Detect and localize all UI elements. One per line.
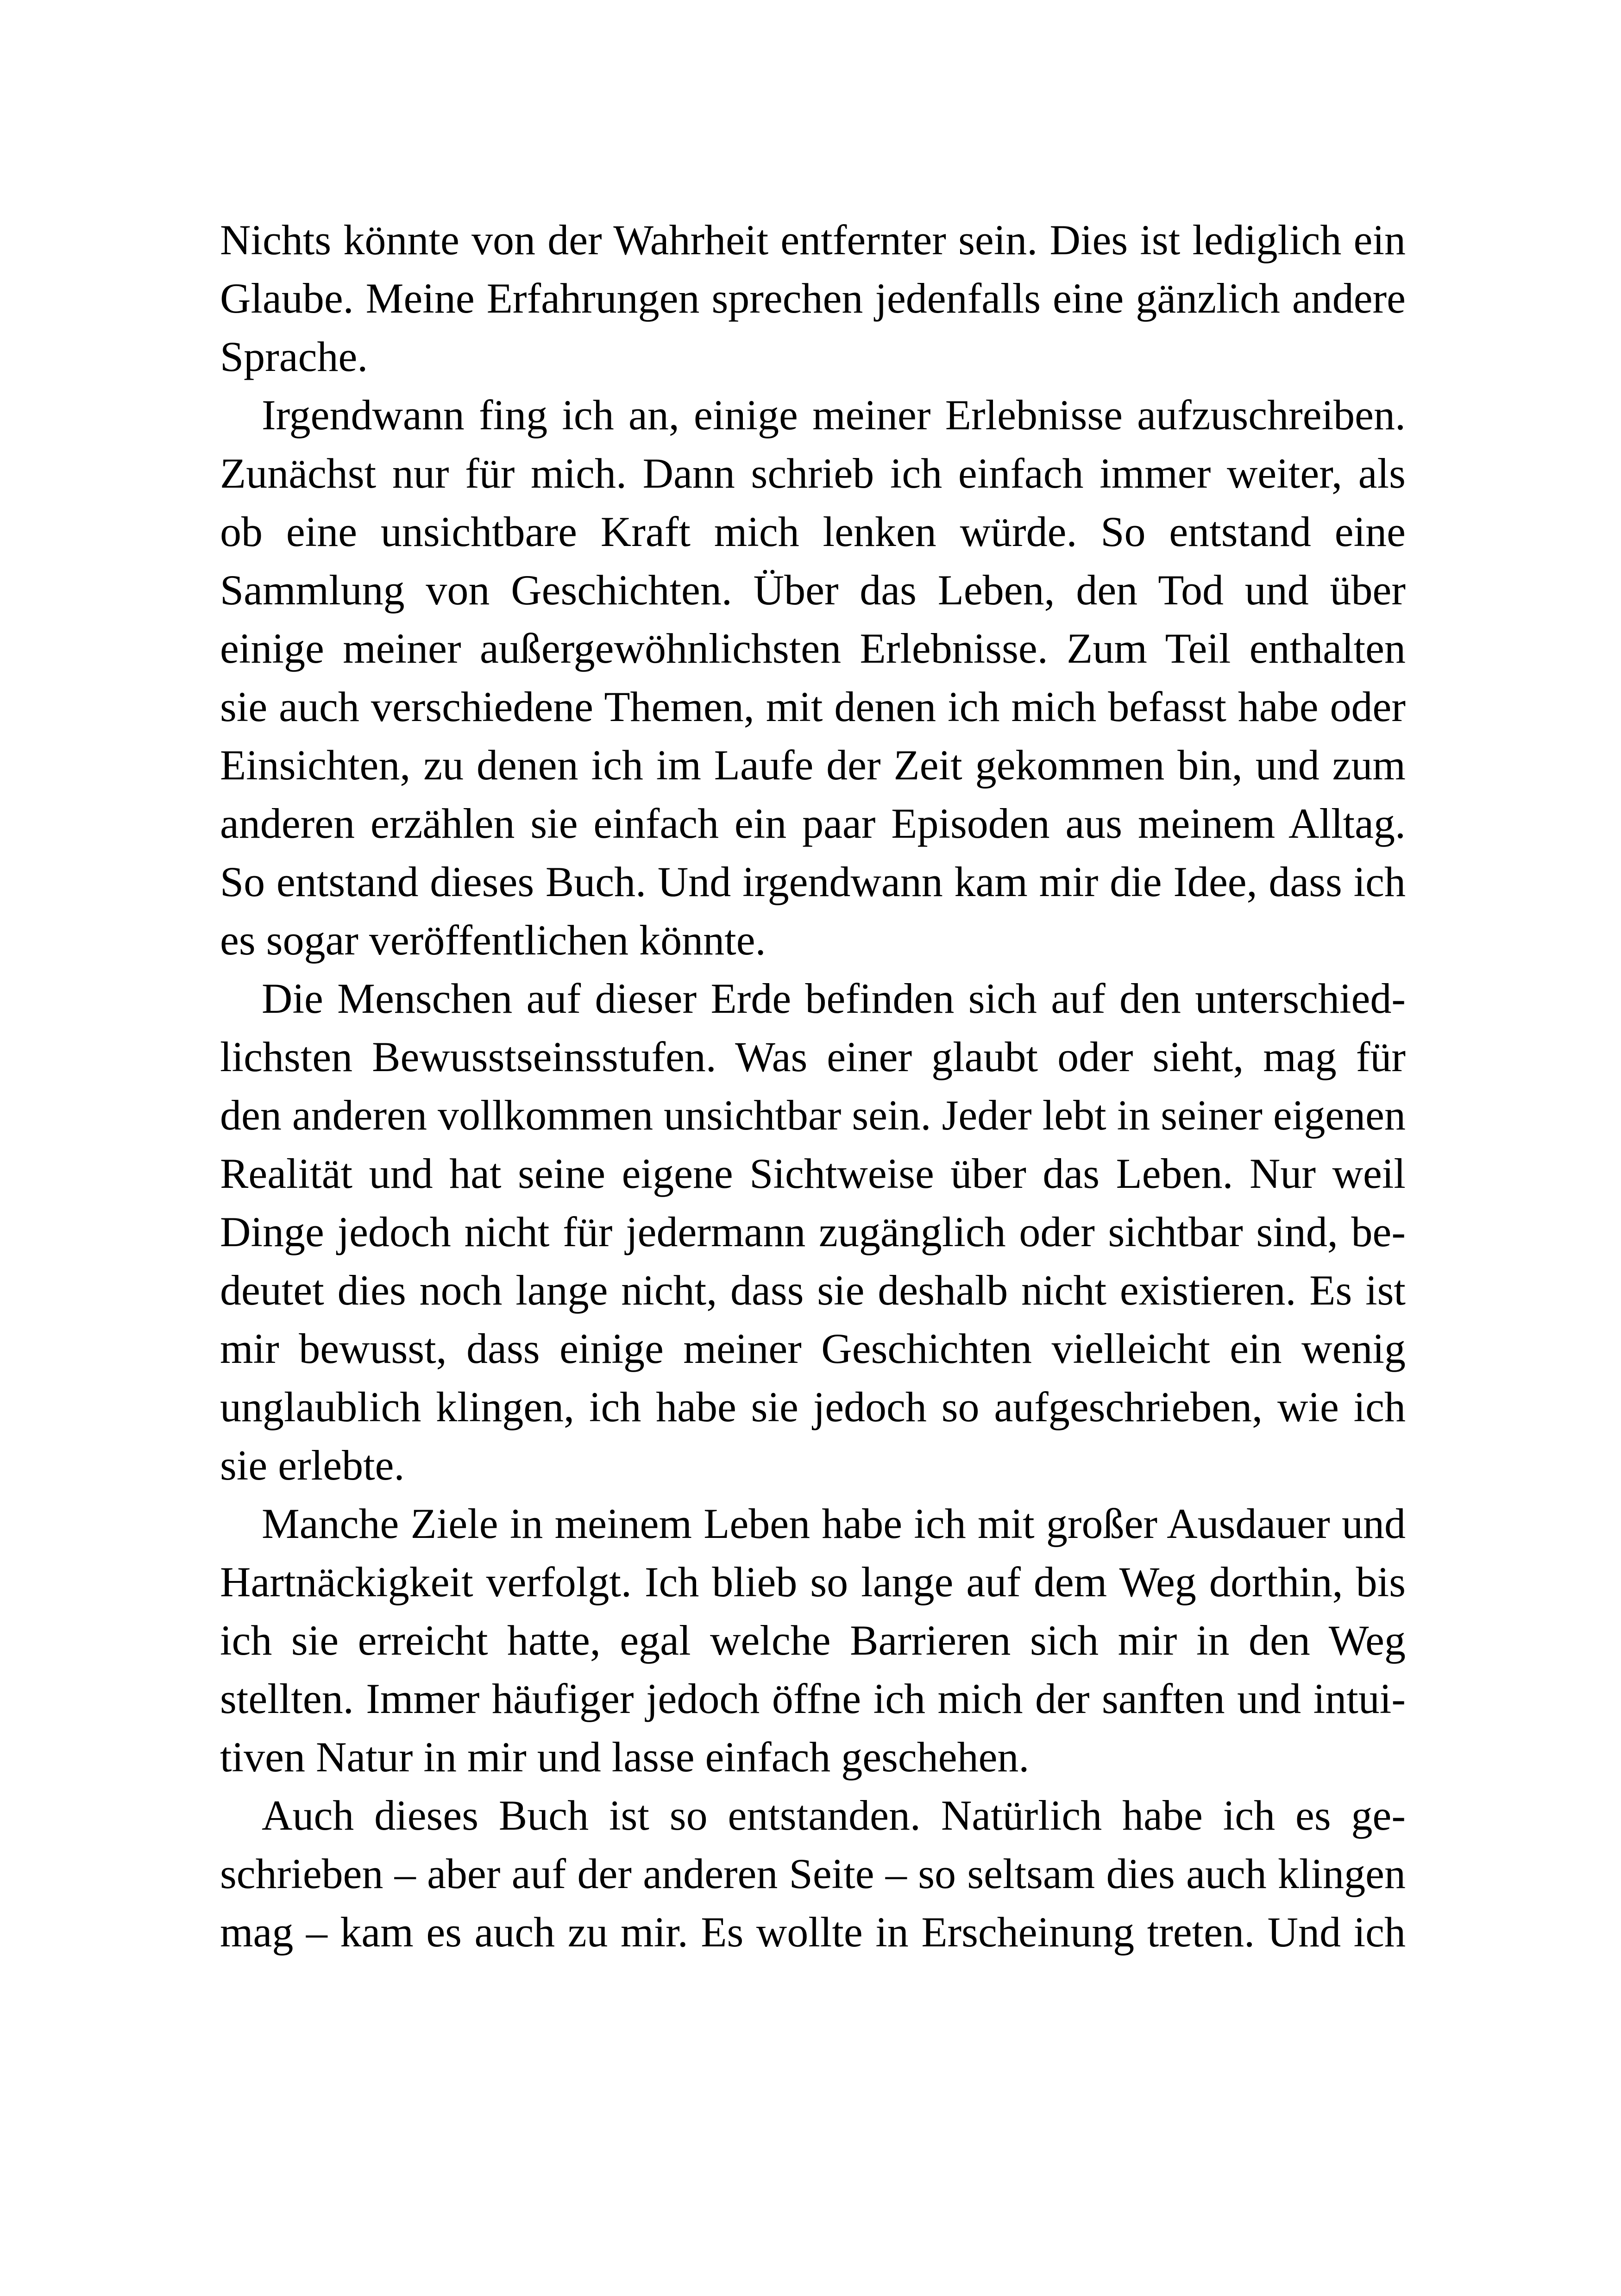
text-line: mir bewusst, dass einige meiner Geschichten vielleicht ein wenig [220, 1325, 1406, 1372]
text-line: Sprache. [220, 333, 368, 380]
text-line: Zunächst nur für mich. Dann schrieb ich einfach immer weiter, als [220, 450, 1406, 497]
paragraph-3 [220, 969, 1406, 1494]
text-line: den anderen vollkommen unsichtbar sein. Jeder lebt in seiner eigenen [220, 1092, 1406, 1139]
text-line: Irgendwann fing ich an, einige meiner Erlebnisse aufzuschreiben. [262, 391, 1406, 439]
text-line: Sammlung von Geschichten. Über das Leben, den Tod und über [220, 566, 1406, 614]
text-line: sie auch verschiedene Themen, mit denen ich mich befasst habe oder [220, 683, 1406, 730]
text-line: ob eine unsichtbare Kraft mich lenken würde. So entstand eine [220, 508, 1406, 555]
text-line: Realität und hat seine eigene Sichtweise über das Leben. Nur weil [220, 1150, 1406, 1197]
text-line: einige meiner außergewöhnlichsten Erlebnisse. Zum Teil enthalten [220, 625, 1406, 672]
text-line: tiven Natur in mir und lasse einfach geschehen. [220, 1733, 1030, 1781]
text-line: So entstand dieses Buch. Und irgendwann kam mir die Idee, dass ich [220, 858, 1406, 905]
body-text [220, 211, 1406, 1961]
paragraph-1 [220, 211, 1406, 386]
text-line: unglaublich klingen, ich habe sie jedoch so aufgeschrieben, wie ich [220, 1383, 1406, 1430]
paragraph-2 [220, 386, 1406, 969]
text-line: Hartnäckigkeit verfolgt. Ich blieb so lange auf dem Weg dorthin, bis [220, 1558, 1406, 1606]
text-line: lichsten Bewusstseinsstufen. Was einer glaubt oder sieht, mag für [220, 1033, 1406, 1080]
text-line: Einsichten, zu denen ich im Laufe der Zeit gekommen bin, und zum [220, 741, 1406, 789]
paragraph-5 [220, 1786, 1406, 1961]
text-line: sie erlebte. [220, 1442, 405, 1489]
text-line: deutet dies noch lange nicht, dass sie deshalb nicht existieren. Es ist [220, 1267, 1406, 1314]
text-line: Manche Ziele in meinem Leben habe ich mit großer Ausdauer und [262, 1500, 1406, 1547]
text-line: Auch dieses Buch ist so entstanden. Natürlich habe ich es ge- [262, 1792, 1406, 1839]
text-line: ich sie erreicht hatte, egal welche Barrieren sich mir in den Weg [220, 1617, 1406, 1664]
text-line: Glaube. Meine Erfahrungen sprechen jedenfalls eine gänzlich andere [220, 275, 1406, 322]
paragraph-4 [220, 1494, 1406, 1786]
text-line: mag – kam es auch zu mir. Es wollte in Erscheinung treten. Und ich [220, 1908, 1406, 1956]
text-line: Nichts könnte von der Wahrheit entfernter sein. Dies ist lediglich ein [220, 216, 1406, 263]
text-line: es sogar veröffentlichen könnte. [220, 916, 766, 964]
text-line: schrieben – aber auf der anderen Seite – so seltsam dies auch klingen [220, 1850, 1406, 1897]
text-line: Dinge jedoch nicht für jedermann zugänglich oder sichtbar sind, be- [220, 1208, 1406, 1255]
text-line: stellten. Immer häufiger jedoch öffne ich mich der sanften und intui- [220, 1675, 1406, 1722]
text-line: Die Menschen auf dieser Erde befinden sich auf den unterschied- [262, 975, 1406, 1022]
text-line: anderen erzählen sie einfach ein paar Episoden aus meinem Alltag. [220, 800, 1406, 847]
